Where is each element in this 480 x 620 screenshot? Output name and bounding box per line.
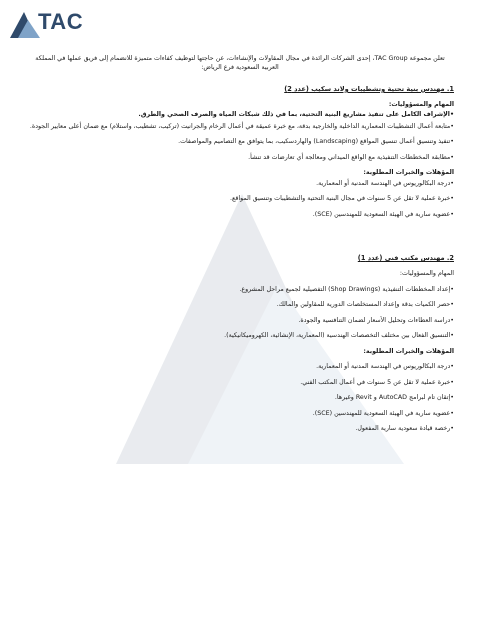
job2-qual-4: •عضوية سارية في الهيئة السعودية للمهندسين (SCE). — [312, 409, 454, 417]
job2-title: 2. مهندس مكتب فني (عدد 1) — [357, 254, 454, 263]
intro-paragraph: تعلن مجموعة TAC Group، إحدى الشركات الرائدة في مجال المقاولات والإنشاءات، عن حاجتها لتوظيف كفاءات متميزة للانضمام إلى فريق عملها في المملكة العربية السعودية فرع الرياض: — [35, 55, 445, 71]
job1-task-1: •الإشراف الكامل على تنفيذ مشاريع البنية التحتية، بما في ذلك شبكات المياه والصرف الصحي والطرق. — [138, 111, 454, 119]
job1-title: 1. مهندس بنية تحتية وتشطيبات ولاند سكيب (عدد 2) — [284, 85, 454, 93]
job2-tasks-heading: المهام والمسؤوليات: — [399, 270, 454, 278]
job1-qual-2: •خبرة عملية لا تقل عن 5 سنوات في مجال البنية التحتية والتشطيبات وتنسيق المواقع. — [230, 195, 454, 203]
job2-qual-5: •رخصة قيادة سعودية سارية المفعول. — [355, 425, 454, 433]
job2-task-4: •التنسيق الفعال بين مختلف التخصصات الهندسية (المعمارية، الإنشائية، الكهروميكانيكية). — [224, 332, 454, 340]
job1-qual-3: •عضوية سارية في الهيئة السعودية للمهندسين (SCE). — [312, 210, 454, 218]
job2-task-3: •دراسة العطاءات وتحليل الأسعار لضمان التنافسية والجودة. — [298, 316, 454, 324]
job1-quals-heading: المؤهلات والخبرات المطلوبة: — [363, 169, 454, 177]
job2-qual-2: •خبرة عملية لا تقل عن 5 سنوات في أعمال المكتب الفني. — [300, 378, 454, 386]
job2-qual-3: •إتقان تام لبرامج AutoCAD و Revit وغيرها. — [334, 394, 454, 402]
job2-qual-1: •درجة البكالوريوس في الهندسة المدنية أو المعمارية. — [316, 363, 454, 371]
job-section-2 — [26, 254, 454, 433]
job1-qual-1: •درجة البكالوريوس في الهندسة المدنية أو المعمارية. — [316, 179, 454, 187]
job2-quals-heading: المؤهلات والخبرات المطلوبة: — [363, 347, 454, 355]
document-content — [26, 55, 454, 441]
job-section-1 — [26, 85, 454, 219]
job1-task-3: •تنفيذ وتنسيق أعمال تنسيق المواقع (Landscaping) والهاردسكيب، بما يتوافق مع التصاميم والمواصفات. — [178, 138, 454, 146]
job2-task-2: •حصر الكميات بدقة وإعداد المستخلصات الدورية للمقاولين والمالك. — [276, 301, 454, 309]
job1-task-4: •مطابقة المخططات التنفيذية مع الواقع الميداني ومعالجة أي تعارضات قد تنشأ. — [248, 153, 454, 161]
logo-text: TAC — [38, 9, 84, 34]
job1-tasks-heading: المهام والمسؤوليات: — [388, 100, 454, 108]
job1-task-2: •متابعة أعمال التشطيبات المعمارية الداخلية والخارجية بدقة، مع خبرة عميقة في أعمال الرخام والجرانيت (تركيب، تشطيب، واستلام) مع ضمان أعلى معايير الجودة. — [29, 122, 454, 130]
job2-task-1: •إعداد المخططات التنفيذية (Shop Drawings) التفصيلية لجميع مراحل المشروع. — [239, 285, 454, 293]
